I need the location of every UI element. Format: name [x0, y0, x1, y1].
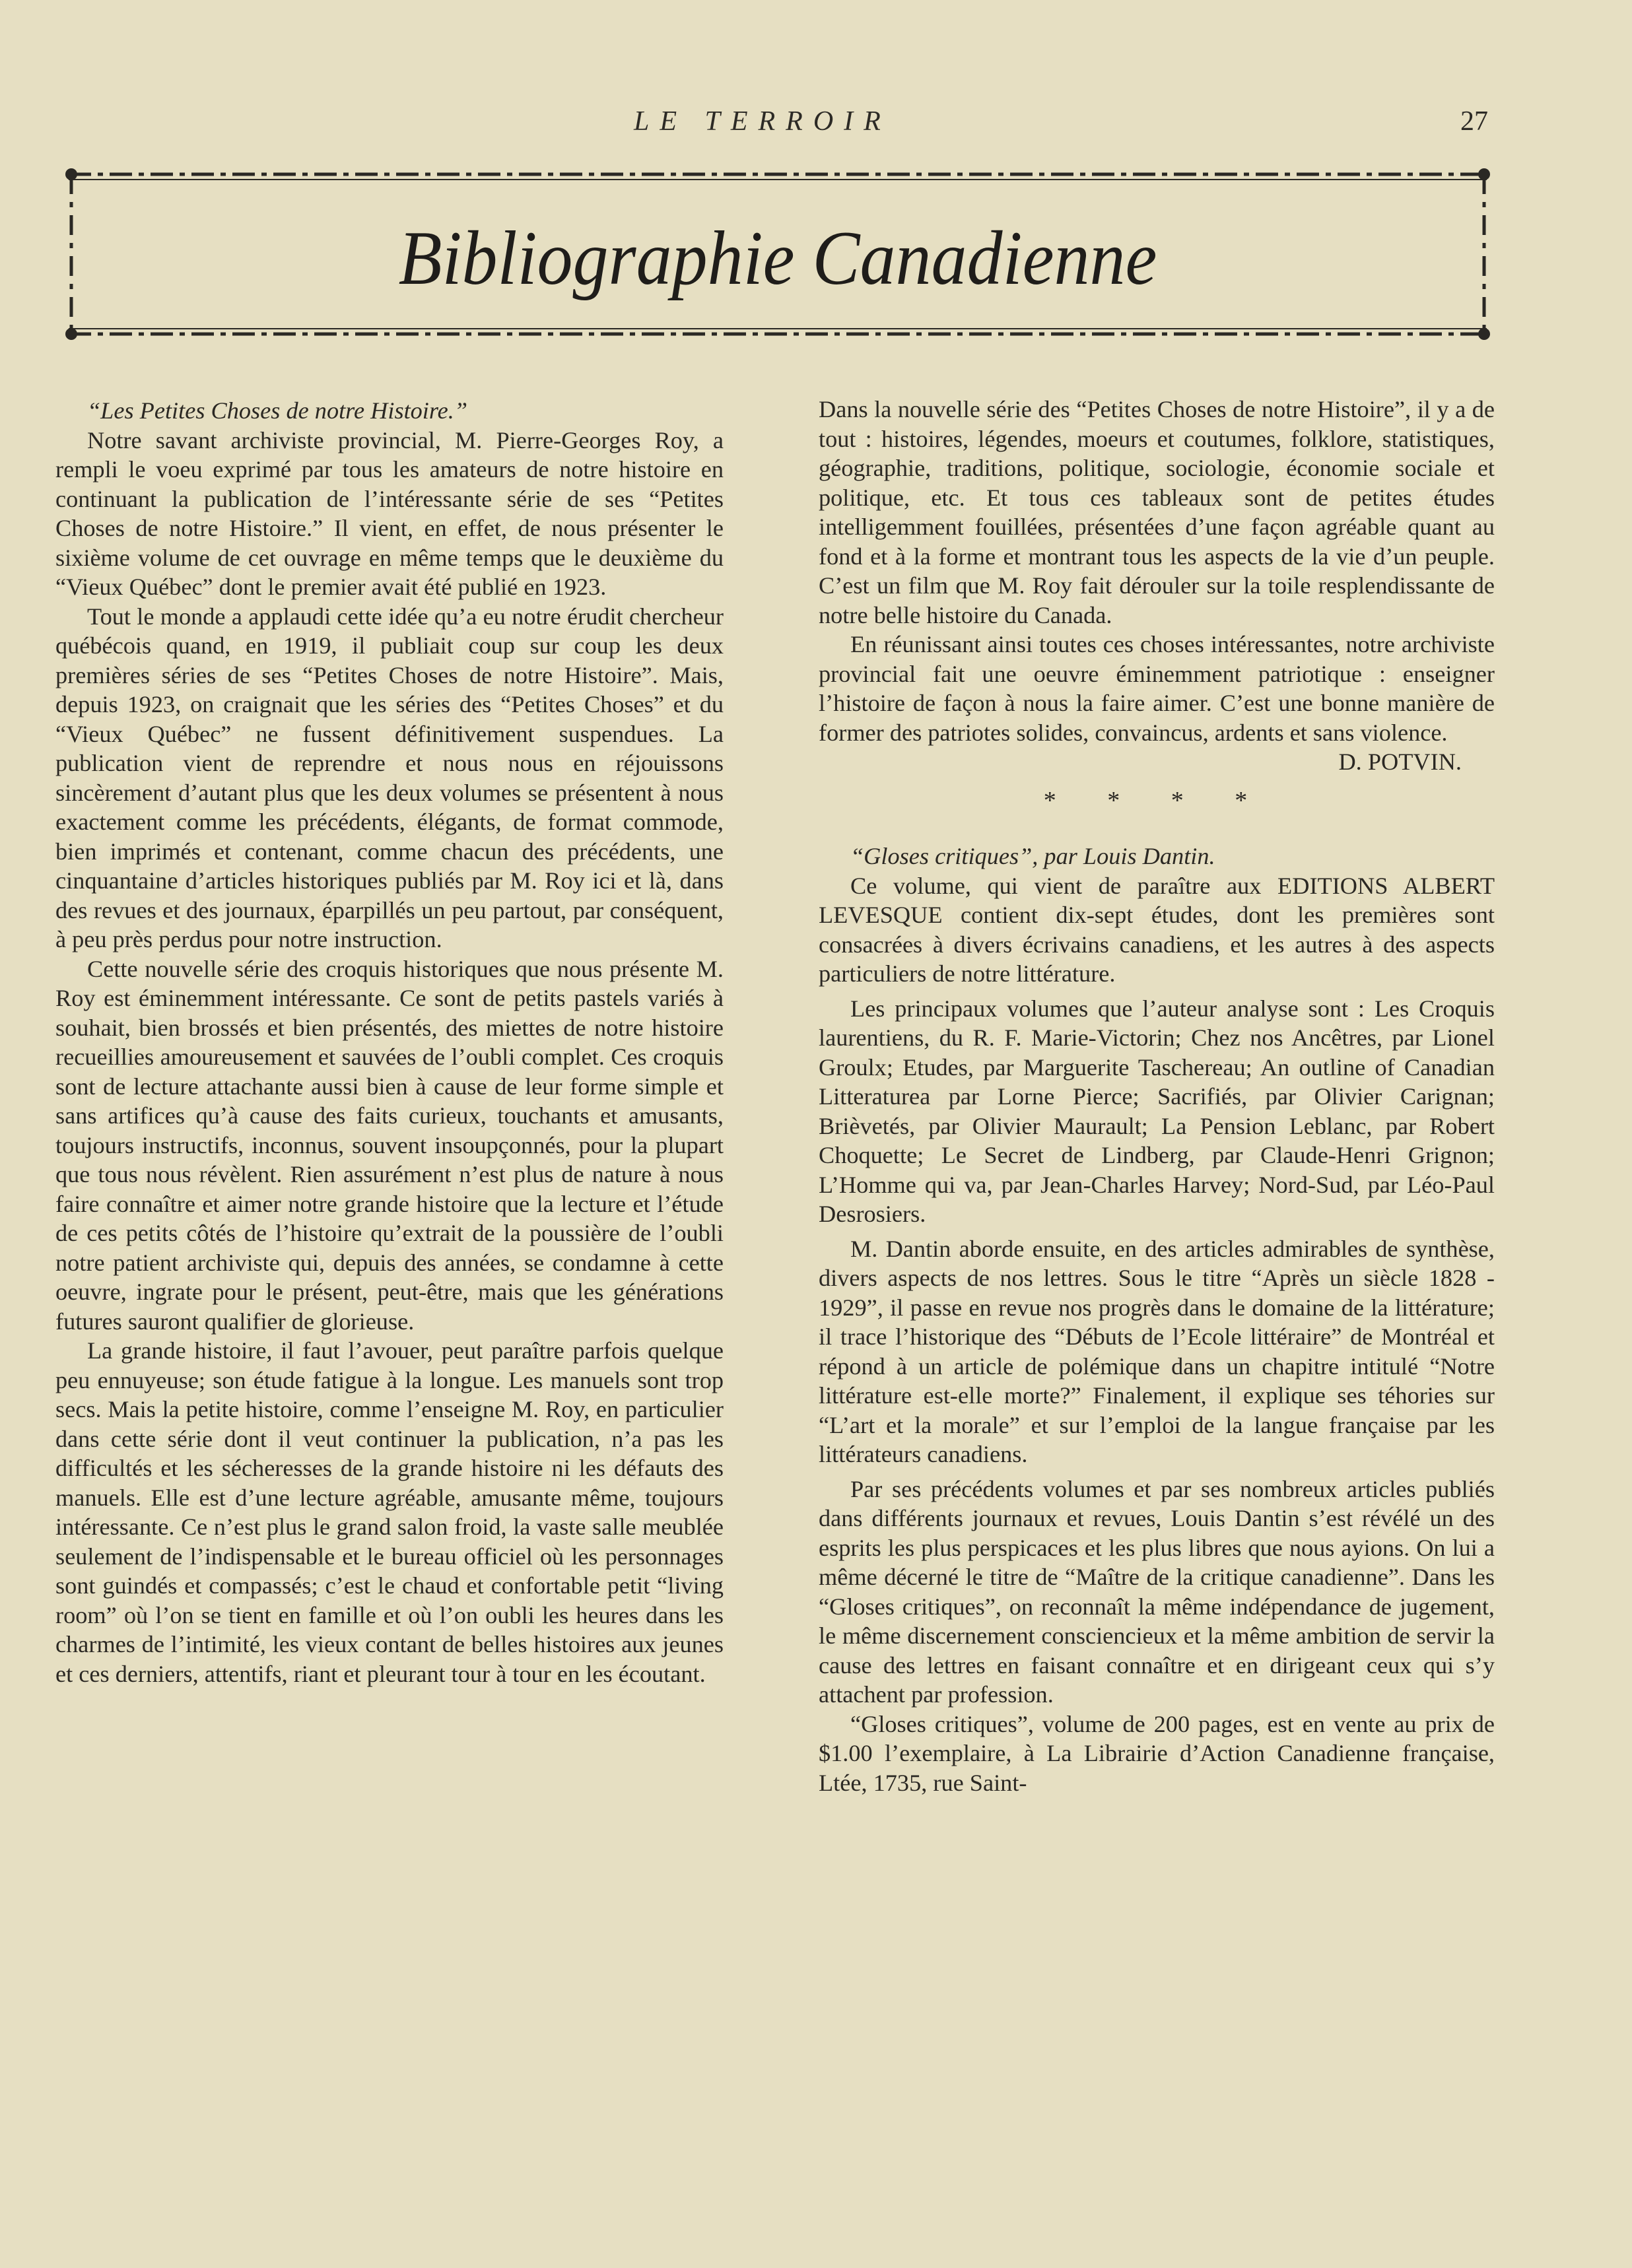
article-paragraph: Ce volume, qui vient de paraître aux EDITIONS ALBERT LEVESQUE contient dix-sept études, dont les premières sont consacrées à divers écrivains canadiens, et les autres à des aspects particuliers de notre littérature. — [819, 872, 1495, 987]
article-paragraph: Les principaux volumes que l’auteur analyse sont : Les Croquis laurentiens, du R. F. Marie-Victorin; Chez nos Ancêtres, par Lionel Groulx; Etudes, par Marguerite Taschereau; An outline of Canadian Litteraturea par Lorne Pierce; Sacrifiés, par Olivier Carignan; Brièvetés, par Olivier Maurault; La Pension Leblanc, par Robert Choquette; Le Secret de Lindberg, par Claude-Henri Grignon; L’Homme qui va, par Jean-Charles Harvey; Nord-Sud, par Léo-Paul Desrosiers. — [819, 995, 1495, 1227]
article-paragraph: Dans la nouvelle série des “Petites Choses de notre Histoire”, il y a de tout : histoires, légendes, moeurs et coutumes, folklore, statistiques, géographie, traditions, politique, sociologie, économie sociale et politique, etc. Et tous ces tableaux sont de petites études intelligemment fouillées, présentées d’une façon agréable quant au fond et à la forme et montrant tous les aspects de la vie d’un peuple. C’est un film que M. Roy fait dérouler sur la toile resplendissante de notre belle histoire du Canada. — [819, 396, 1495, 628]
running-header — [0, 106, 1632, 145]
section-separator: * * * * — [1043, 786, 1270, 815]
article-paragraph: Tout le monde a applaudi cette idée qu’a eu notre érudit chercheur québécois quand, en 1919, il publiait coup sur coup les deux premières séries de ses “Petites Choses de notre Histoire”. Mais, depuis 1923, on craignait que les séries des “Petites Choses” et du “Vieux Québec” ne fussent définitivement suspendues. La publication vient de reprendre et nous nous en réjouissons sincèrement d’autant plus que les deux volumes se présentent à nous exactement comme les précédents, élégants, de format commode, bien imprimés et contenant, comme chacun des précédents, une cinquantaine d’articles historiques publiés par M. Roy ici et là, dans des revues et des journaux, éparpillés un peu partout, par conséquent, à peu près perdus pour notre instruction. — [55, 603, 724, 952]
right-column — [819, 395, 1495, 1797]
article-paragraph: Par ses précédents volumes et par ses nombreux articles publiés dans différents journaux et revues, Louis Dantin s’est révélé un des esprits les plus perspicaces et les plus libres que nous ayions. On lui a même décerné le titre de “Maître de la critique canadienne”. Dans les “Gloses critiques”, on reconnaît la même indépendance de jugement, le même discernement consciencieux et la même ambition de servir la cause des lettres en faisant connaître et en dirigeant ceux qui s’y attachent par profession. — [819, 1475, 1495, 1708]
running-title: LE TERROIR — [634, 106, 891, 137]
article-paragraph: “Gloses critiques”, volume de 200 pages, est en vente au prix de $1.00 l’exemplaire, à La Librairie d’Action Canadienne française, Ltée, 1735, rue Saint- — [819, 1710, 1495, 1796]
article-paragraph: En réunissant ainsi toutes ces choses intéressantes, notre archiviste provincial fait une oeuvre éminemment patriotique : enseigner l’histoire de façon à nous la faire aimer. C’est une bonne manière de former des patriotes solides, convaincus, ardents et sans violence. — [819, 631, 1495, 746]
page-number: 27 — [1460, 106, 1488, 137]
article-paragraph: Notre savant archiviste provincial, M. Pierre-Georges Roy, a rempli le voeu exprimé par tous les amateurs de notre histoire en continuant la publication de l’intéressante série de ses “Petites Choses de notre Histoire.” Il vient, en effet, de nous présenter le sixième volume de cet ouvrage en même temps que le deuxième du “Vieux Québec” dont le premier avait été publié en 1923. — [55, 426, 724, 600]
article-paragraph: M. Dantin aborde ensuite, en des articles admirables de synthèse, divers aspects de nos lettres. Sous le titre “Après un siècle 1828 - 1929”, il passe en revue nos progrès dans le domaine de la littérature; il trace l’historique des “Débuts de l’Ecole littéraire” de Montréal et répond à un article de polémique dans un chapitre intitulé “Notre littérature est-elle morte?” Finalement, il explique ses téhories sur “L’art et la morale” et sur l’emploi de la langue française par les littérateurs canadiens. — [819, 1235, 1495, 1467]
banner-title: Bibliographie Canadienne — [398, 216, 1157, 301]
article-title: “Les Petites Choses de notre Histoire.” — [87, 397, 468, 424]
article-title: “Gloses critiques”, par Louis Dantin. — [850, 843, 1215, 869]
article-paragraph: La grande histoire, il faut l’avouer, peut paraître parfois quelque peu ennuyeuse; son étude fatigue à la longue. Les manuels sont trop secs. Mais la petite histoire, comme l’enseigne M. Roy, en particulier dans cette série dont il veut continuer la publication, n’a pas les difficultés et les sécheresses de la grande histoire ni les défauts des manuels. Elle est d’une lecture agréable, amusante même, toujours intéressante. Ce n’est plus le grand salon froid, la vaste salle meublée seulement de l’indispensable et le bureau officiel où les personnages sont guindés et compassés; c’est le chaud et confortable petit “living room” où l’on se tient en famille et où l’on oubli les heures dans les charmes de l’intimité, les vieux contant de belles histoires aux jeunes et ces derniers, attentifs, riant et pleurant tour à tour en les écoutant. — [55, 1337, 724, 1687]
title-banner — [63, 166, 1492, 342]
left-column — [55, 396, 724, 1688]
author-signature: D. POTVIN. — [1338, 749, 1462, 775]
article-paragraph: Cette nouvelle série des croquis historiques que nous présente M. Roy est éminemment intéressante. Ce sont de petits pastels variés à souhait, bien brossés et bien présentés, des miettes de notre histoire recueillies amoureusement et sauvées de l’oubli complet. Ces croquis sont de lecture attachante aussi bien à cause de leur forme simple et sans artifices qu’à cause des faits curieux, touchants et amusants, toujours instructifs, inconnus, souvent insoupçonnés, pour la plupart que tous nous révèlent. Rien assurément n’est plus de nature à nous faire connaître et aimer notre grande histoire que la lecture et l’étude de ces petits côtés de l’histoire qu’extrait de la poussière de l’oubli notre patient archiviste qui, depuis des années, se condamne à cette oeuvre, ingrate pour le présent, peut-être, mais que les générations futures sauront qualifier de glorieuse. — [55, 955, 724, 1335]
